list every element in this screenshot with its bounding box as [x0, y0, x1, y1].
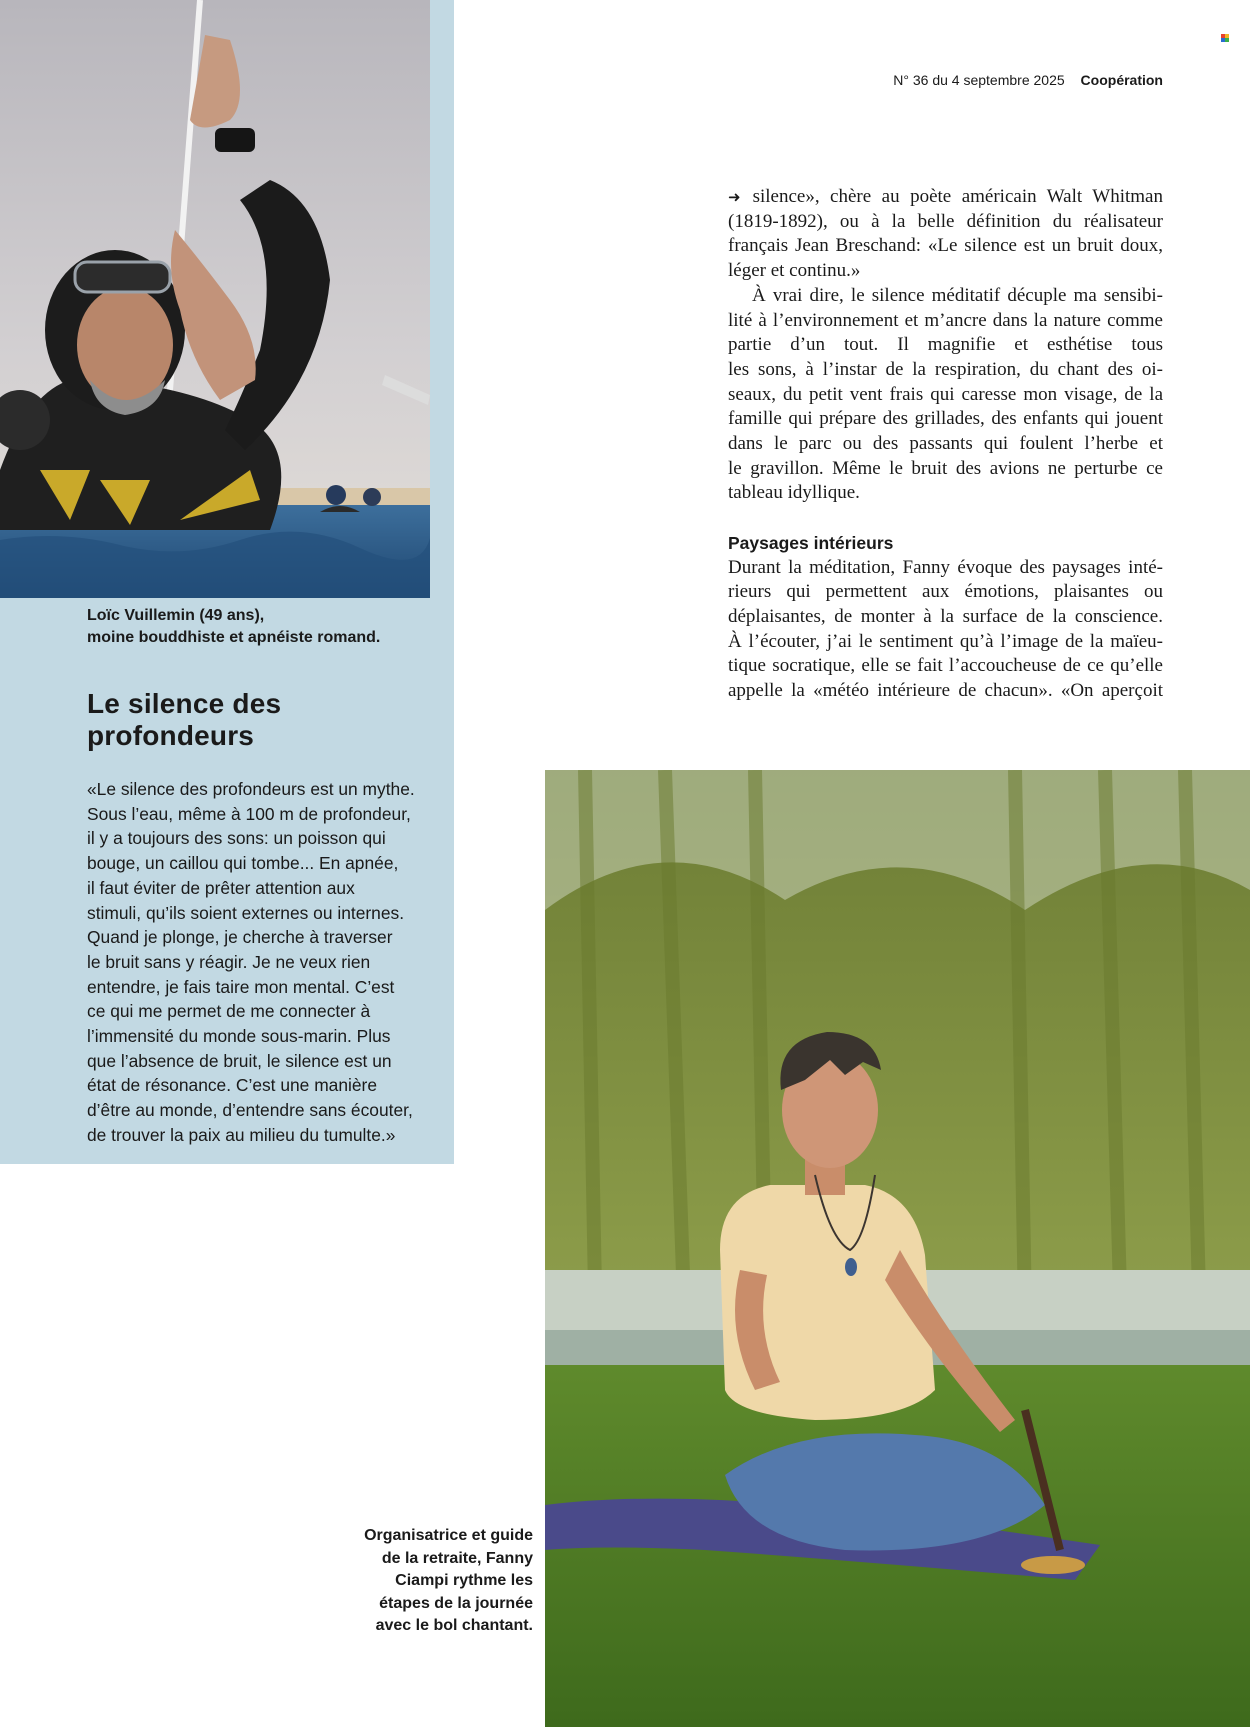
page-header [893, 72, 1163, 88]
article-line: français Jean Breschand: «Le silence est un bruit doux, [728, 235, 1163, 257]
quote-line: ce qui me permet de me connecter à [87, 1001, 371, 1022]
quote-line: il faut éviter de prêter attention aux [87, 877, 355, 898]
caption-line: de la retraite, Fanny [381, 1549, 533, 1567]
article-line: partie d’un tout. Il magnifie et esthétise tous [728, 334, 1163, 356]
article-line: À vrai dire, le silence méditatif décuple ma sensibi- [752, 284, 1163, 306]
quote-line: l’immensité du monde sous-marin. Plus [87, 1026, 391, 1047]
quote-line: Sous l’eau, même à 100 m de profondeur, [87, 803, 411, 824]
article-line: dans le parc ou des passants qui foulent l’herbe et [728, 433, 1163, 455]
caption-line: Ciampi rythme les [395, 1572, 533, 1589]
article-line: les sons, à l’instar de la respiration, du chant des oi- [728, 358, 1163, 380]
meditation-illustration [545, 770, 1250, 1727]
title-line: Le silence des [87, 688, 282, 719]
caption-line: avec le bol chantant. [375, 1617, 533, 1634]
quote-line: d’être au monde, d’entendre sans écouter, [87, 1100, 413, 1121]
continuation-arrow-icon: ➜ [728, 188, 741, 206]
section-subheading: Paysages intérieurs [728, 532, 894, 553]
quote-line: «Le silence des profondeurs est un mythe. [87, 779, 415, 799]
article-line: lité à l’environnement et m’ancre dans la nature comme [728, 309, 1163, 331]
photo-meditation [545, 770, 1250, 1727]
quote-line: il y a toujours des sons: un poisson qui [87, 828, 386, 849]
article-line [728, 185, 1163, 210]
article-column [728, 185, 1163, 704]
quote-line: bouge, un caillou qui tombe... En apnée, [87, 853, 399, 874]
title-line: profondeurs [87, 720, 255, 751]
caption-line: Loïc Vuillemin (49 ans), [87, 607, 265, 624]
article-line: tableau idyllique. [728, 482, 860, 504]
photo-caption-meditation [313, 1525, 533, 1638]
quote-line: que l’absence de bruit, le silence est un [87, 1050, 392, 1071]
issue-info: N° 36 du 4 septembre 2025 [893, 72, 1065, 88]
sidebar-title [87, 688, 427, 752]
sidebar-box [0, 0, 454, 1164]
caption-line: Organisatrice et guide [364, 1527, 533, 1544]
article-line: tique socratique, elle se fait l’accoucheuse de ce qu’elle [728, 655, 1163, 677]
quote-line: le bruit sans y réagir. Je ne veux rien [87, 951, 371, 972]
caption-line: étapes de la journée [379, 1594, 533, 1612]
photo-freediver [0, 0, 430, 598]
article-line: rieurs qui permettent aux émotions, plaisantes ou [728, 581, 1163, 603]
quote-line: stimuli, qu’ils soient externes ou internes. [87, 902, 405, 923]
caption-line: moine bouddhiste et apnéiste romand. [87, 629, 381, 646]
article-line: appelle la «météo intérieure de chacun». «On aperçoit [728, 680, 1163, 702]
article-line: À l’écouter, j’ai le sentiment qu’à l’image de la maïeu- [728, 630, 1163, 652]
article-line: Durant la méditation, Fanny évoque des paysages inté- [728, 556, 1163, 578]
magazine-name: Coopération [1080, 72, 1163, 88]
article-line: déplaisantes, de monter à la surface de la conscience. [728, 605, 1163, 627]
article-text: silence», chère au poète américain Walt Whitman [752, 186, 1163, 207]
quote-line: entendre, je fais taire mon mental. C’est [87, 976, 395, 997]
quote-line: de trouver la paix au milieu du tumulte.» [87, 1124, 396, 1145]
corner-color-mark [1221, 34, 1229, 42]
photo-caption-diver [87, 605, 427, 649]
article-line: le gravillon. Même le bruit des avions ne perturbe ce [728, 457, 1163, 479]
article-line: seaux, du petit vent frais qui caresse mon visage, de la [728, 383, 1163, 405]
article-line: léger et continu.» [728, 260, 861, 282]
quote-line: Quand je plonge, je cherche à traverser [87, 927, 393, 948]
article-line: (1819-1892), ou à la belle définition du réalisateur [728, 210, 1163, 232]
freediver-illustration [0, 0, 430, 598]
quote-line: état de résonance. C’est une manière [87, 1075, 378, 1096]
sidebar-quote [87, 777, 437, 1148]
article-line: famille qui prépare des grillades, des enfants qui jouent [728, 408, 1163, 430]
